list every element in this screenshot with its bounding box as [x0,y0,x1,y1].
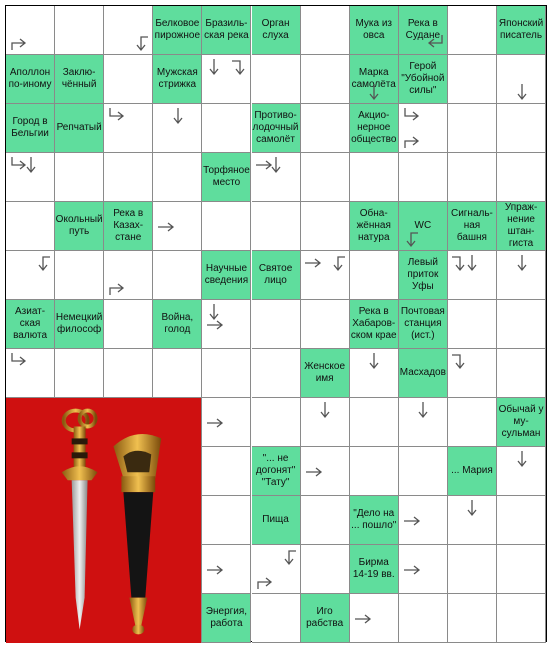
clue-text: Упраж-нение штан-гиста [504,202,538,249]
answer-cell[interactable] [252,202,301,251]
answer-cell[interactable] [301,251,350,300]
answer-cell[interactable] [399,153,448,202]
answer-cell[interactable] [202,398,251,447]
clue-cell [399,300,448,349]
clue-cell [252,104,301,153]
answer-cell[interactable] [497,153,546,202]
clue-text: Белковое пирожное [154,18,201,41]
clue-text: Река в Хабаров-ском крае [350,306,397,341]
answer-cell[interactable] [301,6,350,55]
clue-cell [252,496,301,545]
answer-cell[interactable] [104,251,153,300]
answer-cell[interactable] [448,104,497,153]
answer-cell[interactable] [6,153,55,202]
clue-text: Обна-жённая натура [356,208,391,243]
answer-cell[interactable] [104,6,153,55]
clue-text: Научные сведения [204,263,249,286]
clue-cell [399,202,448,251]
answer-cell[interactable] [202,496,251,545]
clue-text: Обычай у му-сульман [498,404,544,439]
clue-cell [55,104,104,153]
answer-cell[interactable] [104,153,153,202]
clue-text: Бразиль-ская река [204,18,249,41]
answer-cell[interactable] [252,398,301,447]
clue-text: Окольный путь [55,214,103,237]
clue-text: Противо-лодочный самолёт [252,110,299,145]
clue-cell [301,349,350,398]
clue-cell [55,202,104,251]
clue-text: Мука из овса [355,18,393,41]
clue-text: Иго рабства [306,606,344,629]
clue-text: "... не догонят" "Тату" [255,453,296,488]
answer-cell[interactable] [350,153,399,202]
answer-cell[interactable] [497,496,546,545]
clue-text: Аполлон по-иному [8,67,52,90]
answer-cell[interactable] [104,55,153,104]
dagger-picture [6,398,202,643]
clue-text: Левый приток Уфы [407,257,439,292]
clue-text: Река в Судане [405,18,441,41]
clue-text: Женское имя [304,361,346,384]
answer-cell[interactable] [55,6,104,55]
answer-cell[interactable] [301,545,350,594]
clue-cell [202,251,251,300]
clue-cell [104,202,153,251]
answer-cell[interactable] [399,496,448,545]
answer-cell[interactable] [6,6,55,55]
answer-cell[interactable] [301,55,350,104]
clue-text: Акцио-нерное общество [351,110,397,145]
answer-cell[interactable] [301,153,350,202]
clue-cell [350,6,399,55]
clue-cell [448,202,497,251]
clue-cell [350,55,399,104]
clue-text: Заклю-чённый [61,67,97,90]
answer-cell[interactable] [350,251,399,300]
clue-text: Город в Бельгии [11,116,49,139]
answer-cell[interactable] [497,594,546,643]
clue-text: Бирма 14-19 вв. [352,557,395,580]
answer-cell[interactable] [448,398,497,447]
clue-cell [6,300,55,349]
clue-text: Святое лицо [258,263,293,286]
answer-cell[interactable] [350,349,399,398]
answer-cell[interactable] [448,6,497,55]
answer-cell[interactable] [350,398,399,447]
clue-text: ... Мария [451,465,493,476]
clue-text: Энергия, работа [205,606,248,629]
clue-text: Масхадов [399,367,446,378]
clue-text: "Дело на ... пошло" [351,508,397,531]
answer-cell[interactable] [448,55,497,104]
clue-text: Почтовая станция (ист.) [400,306,445,341]
dagger-image [6,398,201,643]
answer-cell[interactable] [153,251,202,300]
answer-cell[interactable] [448,251,497,300]
answer-cell[interactable] [350,447,399,496]
answer-cell[interactable] [301,202,350,251]
answer-cell[interactable] [497,349,546,398]
clue-cell [6,104,55,153]
answer-cell[interactable] [55,153,104,202]
answer-cell[interactable] [202,104,251,153]
clue-text: Мужская стрижка [156,67,198,90]
clue-cell [55,55,104,104]
answer-cell[interactable] [301,496,350,545]
answer-cell[interactable] [202,300,251,349]
clue-cell [153,6,202,55]
answer-cell[interactable] [448,496,497,545]
clue-cell [497,202,546,251]
clue-cell [350,300,399,349]
clue-cell [399,6,448,55]
clue-text: Немецкий философ [55,312,103,335]
answer-cell[interactable] [497,104,546,153]
answer-cell[interactable] [497,545,546,594]
answer-cell[interactable] [448,594,497,643]
answer-cell[interactable] [55,349,104,398]
answer-cell[interactable] [252,594,301,643]
answer-cell[interactable] [252,349,301,398]
answer-cell[interactable] [399,447,448,496]
clue-cell [497,398,546,447]
answer-cell[interactable] [497,55,546,104]
answer-cell[interactable] [153,349,202,398]
answer-cell[interactable] [6,251,55,300]
clue-text: Герой "Убойной силы" [401,61,445,96]
clue-text: Репчатый [56,122,102,133]
clue-cell [350,202,399,251]
clue-text: Азиат-ская валюта [13,306,47,341]
clue-text: WC [414,220,432,231]
answer-cell[interactable] [6,202,55,251]
answer-cell[interactable] [202,202,251,251]
answer-cell[interactable] [448,349,497,398]
clue-cell [252,6,301,55]
clue-cell [350,104,399,153]
answer-cell[interactable] [448,300,497,349]
clue-text: Война, голод [161,312,194,335]
answer-cell[interactable] [399,545,448,594]
answer-cell[interactable] [252,55,301,104]
answer-cell[interactable] [301,104,350,153]
clue-cell [399,55,448,104]
answer-cell[interactable] [153,104,202,153]
answer-cell[interactable] [252,153,301,202]
clue-text: Японский писатель [498,18,544,41]
clue-text: Пища [262,514,289,525]
answer-cell[interactable] [252,545,301,594]
clue-cell [497,6,546,55]
clue-text: Торфяное место [203,165,250,188]
answer-cell[interactable] [153,153,202,202]
clue-text: Река в Казах-стане [113,208,144,243]
clue-cell [6,55,55,104]
answer-cell[interactable] [202,447,251,496]
answer-cell[interactable] [497,447,546,496]
clue-cell [350,545,399,594]
clue-text: Марка самолёта [351,67,396,90]
clue-text: Сигналь-ная башня [450,208,493,243]
answer-cell[interactable] [301,300,350,349]
clue-cell [252,251,301,300]
clue-cell [55,300,104,349]
answer-cell[interactable] [399,594,448,643]
clue-cell [350,496,399,545]
answer-cell[interactable] [399,104,448,153]
answer-cell[interactable] [104,104,153,153]
answer-cell[interactable] [399,398,448,447]
clue-cell [448,447,497,496]
clue-cell [202,6,251,55]
clue-cell [252,447,301,496]
answer-cell[interactable] [6,349,55,398]
crossword-grid [5,5,547,642]
answer-cell[interactable] [252,300,301,349]
answer-cell[interactable] [104,300,153,349]
answer-cell[interactable] [153,202,202,251]
answer-cell[interactable] [202,349,251,398]
answer-cell[interactable] [497,251,546,300]
answer-cell[interactable] [448,153,497,202]
answer-cell[interactable] [301,447,350,496]
answer-cell[interactable] [497,300,546,349]
answer-cell[interactable] [202,55,251,104]
answer-cell[interactable] [448,545,497,594]
answer-cell[interactable] [104,349,153,398]
clue-cell [301,594,350,643]
answer-cell[interactable] [350,594,399,643]
answer-cell[interactable] [301,398,350,447]
clue-cell [202,594,251,643]
clue-text: Орган слуха [261,18,290,41]
clue-cell [153,55,202,104]
answer-cell[interactable] [202,545,251,594]
clue-cell [399,251,448,300]
answer-cell[interactable] [55,251,104,300]
clue-cell [153,300,202,349]
clue-cell [399,349,448,398]
clue-cell [202,153,251,202]
